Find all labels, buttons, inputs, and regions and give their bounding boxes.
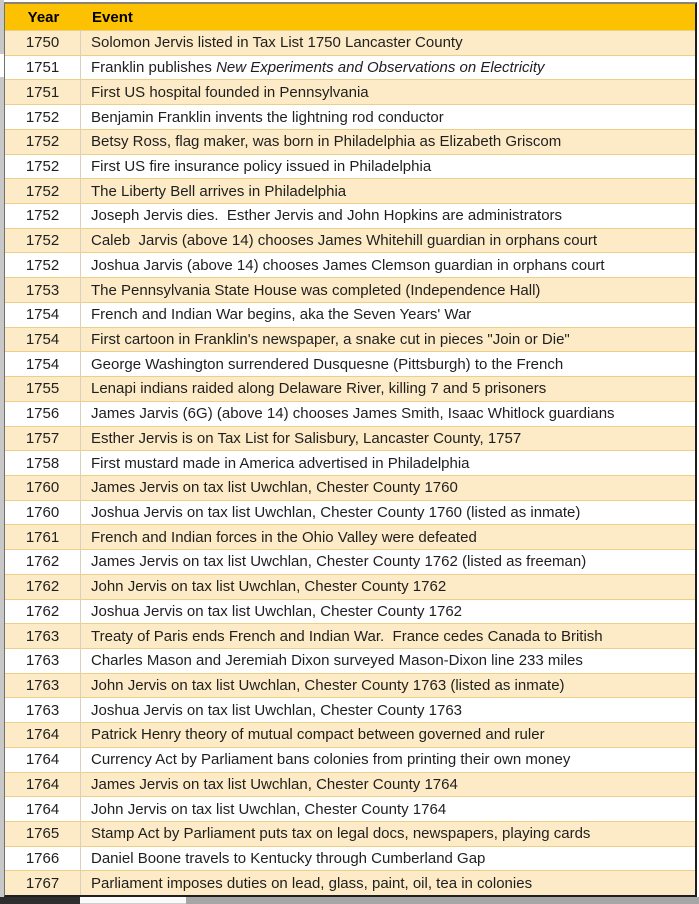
- event-cell[interactable]: [81, 155, 695, 179]
- event-text: James Jarvis (6G) (above 14) chooses James Smith, Isaac Whitlock guardians: [91, 405, 615, 423]
- event-text: James Jervis on tax list Uwchlan, Chester County 1764: [91, 775, 458, 793]
- event-text: Joshua Jervis on tax list Uwchlan, Chester County 1762: [91, 602, 463, 620]
- event-cell[interactable]: [81, 600, 695, 624]
- event-cell[interactable]: [81, 328, 695, 352]
- event-cell[interactable]: [81, 550, 695, 574]
- bottom-strip-light-segment: [80, 897, 186, 904]
- year-cell[interactable]: 1765: [5, 822, 81, 846]
- table-row: [5, 673, 695, 698]
- table-row: [5, 79, 695, 104]
- year-cell[interactable]: 1754: [5, 352, 81, 376]
- table-row: [5, 524, 695, 549]
- event-text: First US hospital founded in Pennsylvania: [91, 83, 369, 101]
- event-cell[interactable]: [81, 204, 695, 228]
- table-row: [5, 376, 695, 401]
- table-row: [5, 870, 695, 895]
- year-cell[interactable]: 1751: [5, 56, 81, 80]
- event-cell[interactable]: [81, 525, 695, 549]
- table-row: [5, 821, 695, 846]
- year-cell[interactable]: 1762: [5, 600, 81, 624]
- event-text: John Jervis on tax list Uwchlan, Chester County 1763 (listed as inmate): [91, 677, 565, 695]
- year-cell[interactable]: 1752: [5, 130, 81, 154]
- table-row: [5, 599, 695, 624]
- year-cell[interactable]: 1762: [5, 550, 81, 574]
- year-cell[interactable]: 1754: [5, 303, 81, 327]
- year-cell[interactable]: 1764: [5, 773, 81, 797]
- year-cell[interactable]: 1764: [5, 723, 81, 747]
- event-cell[interactable]: [81, 649, 695, 673]
- year-cell[interactable]: 1760: [5, 501, 81, 525]
- year-cell[interactable]: 1763: [5, 624, 81, 648]
- event-italic-text: New Experiments and Observations on Electricity: [216, 59, 545, 77]
- year-cell[interactable]: 1752: [5, 253, 81, 277]
- table-row: [5, 277, 695, 302]
- event-cell[interactable]: [81, 674, 695, 698]
- event-text: Parliament imposes duties on lead, glass, paint, oil, tea in colonies: [91, 874, 533, 892]
- bottom-edge-strip: [0, 897, 699, 904]
- event-cell[interactable]: [81, 698, 695, 722]
- event-cell[interactable]: [81, 797, 695, 821]
- bottom-strip-gray-segment: [186, 897, 699, 904]
- event-text: Patrick Henry theory of mutual compact between governed and ruler: [91, 726, 545, 744]
- year-cell[interactable]: 1755: [5, 377, 81, 401]
- table-row: [5, 648, 695, 673]
- event-text: First cartoon in Franklin's newspaper, a snake cut in pieces "Join or Die": [91, 330, 570, 348]
- event-text: The Pennsylvania State House was completed (Independence Hall): [91, 281, 541, 299]
- table-row: [5, 351, 695, 376]
- year-cell[interactable]: 1763: [5, 674, 81, 698]
- table-row: [5, 55, 695, 80]
- table-row: [5, 302, 695, 327]
- year-cell[interactable]: 1752: [5, 204, 81, 228]
- event-cell[interactable]: [81, 303, 695, 327]
- year-cell[interactable]: 1757: [5, 427, 81, 451]
- table-row: [5, 203, 695, 228]
- event-text: The Liberty Bell arrives in Philadelphia: [91, 182, 347, 200]
- event-text: Caleb Jarvis (above 14) chooses James Whitehill guardian in orphans court: [91, 232, 598, 250]
- event-text: George Washington surrendered Dusquesne (Pittsburgh) to the French: [91, 355, 564, 373]
- event-text: James Jervis on tax list Uwchlan, Chester County 1762 (listed as freeman): [91, 553, 587, 571]
- year-cell[interactable]: 1758: [5, 451, 81, 475]
- event-text: Charles Mason and Jeremiah Dixon surveyed Mason-Dixon line 233 miles: [91, 652, 583, 670]
- event-cell[interactable]: [81, 352, 695, 376]
- table-row: [5, 401, 695, 426]
- event-cell[interactable]: [81, 56, 695, 80]
- event-text: Betsy Ross, flag maker, was born in Philadelphia as Elizabeth Griscom: [91, 133, 562, 151]
- table-row: [5, 796, 695, 821]
- table-row: [5, 129, 695, 154]
- table-row: [5, 104, 695, 129]
- event-cell[interactable]: [81, 451, 695, 475]
- event-cell[interactable]: [81, 253, 695, 277]
- table-row: [5, 722, 695, 747]
- event-text: Solomon Jervis listed in Tax List 1750 Lancaster County: [91, 34, 463, 52]
- year-cell[interactable]: 1761: [5, 525, 81, 549]
- event-cell[interactable]: [81, 377, 695, 401]
- event-text: James Jervis on tax list Uwchlan, Chester County 1760: [91, 479, 458, 497]
- event-cell[interactable]: [81, 80, 695, 104]
- column-header-event[interactable]: Event: [92, 8, 133, 26]
- table-row: [5, 623, 695, 648]
- event-cell[interactable]: [81, 624, 695, 648]
- table-row: [5, 30, 695, 55]
- table-row: [5, 252, 695, 277]
- event-text: John Jervis on tax list Uwchlan, Chester County 1764: [91, 800, 447, 818]
- event-text: Franklin publishes: [91, 59, 217, 77]
- year-cell[interactable]: 1767: [5, 871, 81, 895]
- event-cell[interactable]: [81, 476, 695, 500]
- bottom-strip-dark-segment: [0, 897, 80, 904]
- table-row: [5, 475, 695, 500]
- event-text: Joseph Jervis dies. Esther Jervis and John Hopkins are administrators: [91, 207, 563, 225]
- table-row: [5, 846, 695, 871]
- event-text: Daniel Boone travels to Kentucky through Cumberland Gap: [91, 850, 486, 868]
- year-cell[interactable]: 1766: [5, 847, 81, 871]
- table-header-row: [5, 4, 695, 30]
- year-cell[interactable]: 1752: [5, 155, 81, 179]
- event-cell[interactable]: [81, 402, 695, 426]
- event-text: Joshua Jervis on tax list Uwchlan, Chester County 1763: [91, 701, 463, 719]
- table-row: [5, 500, 695, 525]
- year-cell[interactable]: 1751: [5, 80, 81, 104]
- year-cell[interactable]: 1750: [5, 31, 81, 55]
- event-text: Stamp Act by Parliament puts tax on legal docs, newspapers, playing cards: [91, 825, 591, 843]
- year-cell[interactable]: 1760: [5, 476, 81, 500]
- table-row: [5, 747, 695, 772]
- year-cell[interactable]: 1752: [5, 105, 81, 129]
- event-cell[interactable]: [81, 871, 695, 895]
- table-row: [5, 426, 695, 451]
- table-row: [5, 549, 695, 574]
- event-cell[interactable]: [81, 31, 695, 55]
- event-cell[interactable]: [81, 822, 695, 846]
- timeline-table: [4, 2, 697, 897]
- event-text: Joshua Jarvis (above 14) chooses James Clemson guardian in orphans court: [91, 256, 605, 274]
- event-text: Treaty of Paris ends French and Indian War. France cedes Canada to British: [91, 627, 603, 645]
- event-text: French and Indian War begins, aka the Seven Years' War: [91, 306, 472, 324]
- event-cell[interactable]: [81, 723, 695, 747]
- table-row: [5, 574, 695, 599]
- event-text: Benjamin Franklin invents the lightning rod conductor: [91, 108, 444, 126]
- table-row: [5, 697, 695, 722]
- year-cell[interactable]: 1763: [5, 698, 81, 722]
- table-row: [5, 178, 695, 203]
- year-cell[interactable]: 1762: [5, 575, 81, 599]
- event-text: Currency Act by Parliament bans colonies from printing their own money: [91, 751, 571, 769]
- event-cell[interactable]: [81, 179, 695, 203]
- table-row: [5, 228, 695, 253]
- event-cell[interactable]: [81, 229, 695, 253]
- event-text: Esther Jervis is on Tax List for Salisbury, Lancaster County, 1757: [91, 429, 522, 447]
- table-row: [5, 327, 695, 352]
- event-cell[interactable]: [81, 575, 695, 599]
- event-cell[interactable]: [81, 501, 695, 525]
- year-cell[interactable]: 1764: [5, 797, 81, 821]
- table-row: [5, 450, 695, 475]
- column-header-year[interactable]: Year: [27, 8, 60, 26]
- event-cell[interactable]: [81, 847, 695, 871]
- event-text: Lenapi indians raided along Delaware River, killing 7 and 5 prisoners: [91, 380, 547, 398]
- table-row: [5, 772, 695, 797]
- year-cell[interactable]: 1754: [5, 328, 81, 352]
- year-cell[interactable]: 1763: [5, 649, 81, 673]
- event-text: French and Indian forces in the Ohio Valley were defeated: [91, 528, 477, 546]
- year-cell[interactable]: 1752: [5, 229, 81, 253]
- event-cell[interactable]: [81, 130, 695, 154]
- event-text: John Jervis on tax list Uwchlan, Chester County 1762: [91, 578, 447, 596]
- table-row: [5, 154, 695, 179]
- event-cell[interactable]: [81, 427, 695, 451]
- year-cell[interactable]: 1756: [5, 402, 81, 426]
- event-cell[interactable]: [81, 748, 695, 772]
- event-text: First mustard made in America advertised in Philadelphia: [91, 454, 470, 472]
- year-cell[interactable]: 1753: [5, 278, 81, 302]
- year-cell[interactable]: 1764: [5, 748, 81, 772]
- event-text: Joshua Jervis on tax list Uwchlan, Chester County 1760 (listed as inmate): [91, 504, 581, 522]
- event-text: First US fire insurance policy issued in Philadelphia: [91, 157, 432, 175]
- year-cell[interactable]: 1752: [5, 179, 81, 203]
- event-cell[interactable]: [81, 773, 695, 797]
- event-cell[interactable]: [81, 105, 695, 129]
- event-cell[interactable]: [81, 278, 695, 302]
